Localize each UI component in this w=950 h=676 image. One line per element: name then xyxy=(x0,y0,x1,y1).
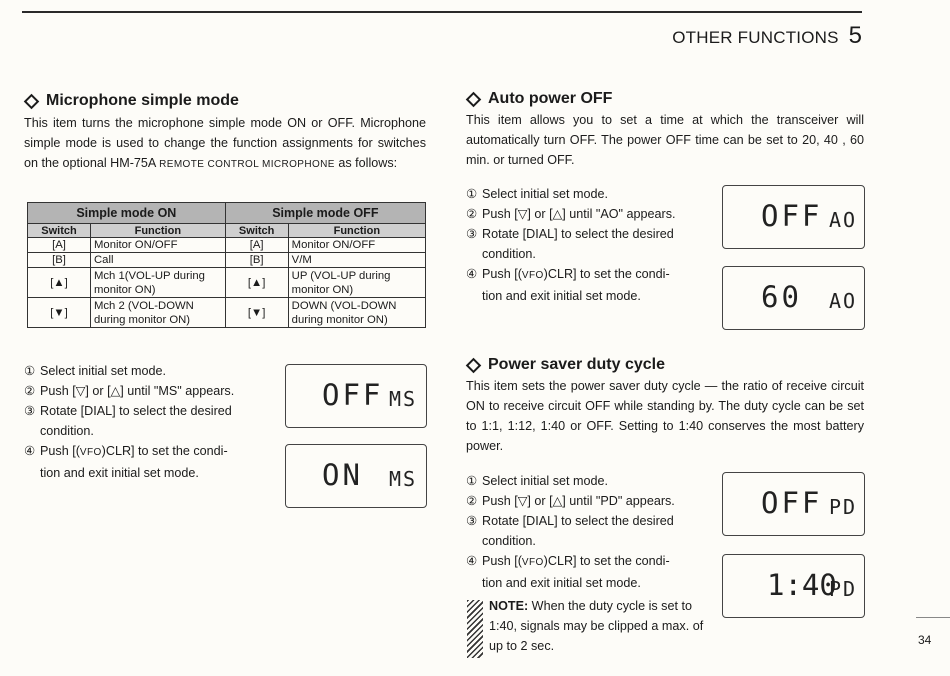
col-switch: Switch xyxy=(28,224,91,238)
auto-intro: This item allows you to set a time at which the transceiver will automatically turn OFF. The power OFF time can be set to 20, 40 , 60 min. or turned OFF. xyxy=(466,113,864,167)
col-function: Function xyxy=(91,224,226,238)
mic-heading: Microphone simple mode xyxy=(24,92,239,110)
lcd-display-auto-off: OFF AO xyxy=(722,185,865,249)
page-number-rule xyxy=(916,617,950,618)
step-1: ① Select initial set mode. xyxy=(466,474,608,488)
lcd-display-mic-off: OFF MS xyxy=(285,364,427,428)
step-2: ② Push [▽] or [△] until "MS" appears. xyxy=(24,384,235,398)
chapter-title: OTHER FUNCTIONS xyxy=(672,28,839,47)
step-4: ④ Push [(VFO)CLR] to set the condi- xyxy=(466,267,670,281)
table-group-on: Simple mode ON xyxy=(28,203,226,224)
page-header xyxy=(672,22,862,50)
note-box: NOTE: When the duty cycle is set to 1:40, signals may be clipped a max. of up to 2 sec. xyxy=(467,596,715,656)
saver-steps: ① Select initial set mode. ② Push [▽] or [△] until "PD" appears. ③ Rotate [DIAL] to select the desired condition. ④ Push [(VFO)CLR] to set the condi- tion and exit initial set mode. xyxy=(466,471,718,593)
diamond-bullet-icon xyxy=(466,91,482,107)
mic-intro: This item turns the microphone simple mode ON or OFF. Microphone simple mode is used to change the function assignments for switches on the optional HM-75A REMOTE CONTROL MICROPHONE as follows: xyxy=(24,116,426,170)
step-2: ② Push [▽] or [△] until "PD" appears. xyxy=(466,494,675,508)
diamond-bullet-icon xyxy=(466,357,482,373)
table-group-off: Simple mode OFF xyxy=(225,203,425,224)
lcd-display-saver-140: 1:40 PD xyxy=(722,554,865,618)
auto-steps: ① Select initial set mode. ② Push [▽] or [△] until "AO" appears. ③ Rotate [DIAL] to select the desired condition. ④ Push [(VFO)CLR] to set the condi- tion and exit initial set mode. xyxy=(466,184,718,306)
step-1: ① Select initial set mode. xyxy=(24,364,166,378)
auto-heading: Auto power OFF xyxy=(466,90,612,108)
step-1: ① Select initial set mode. xyxy=(466,187,608,201)
mic-steps: ① Select initial set mode. ② Push [▽] or [△] until "MS" appears. ③ Rotate [DIAL] to select the desired condition. ④ Push [(VFO)CLR] to set the condi- tion and exit initial set mode. xyxy=(24,361,284,483)
table-row: [▼] Mch 2 (VOL-DOWN during monitor ON) [▼] DOWN (VOL-DOWN during monitor ON) xyxy=(28,298,426,328)
page-number: 34 xyxy=(918,633,932,647)
step-4: ④ Push [(VFO)CLR] to set the condi- xyxy=(466,554,670,568)
lcd-display-saver-off: OFF PD xyxy=(722,472,865,536)
col-switch: Switch xyxy=(225,224,288,238)
saver-intro: This item sets the power saver duty cycle — the ratio of receive circuit ON to receive circuit OFF while standing by. The duty cycle can be set to 1:1, 1:12, 1:40 or OFF. Setting to 1:40 conserves the most battery power. xyxy=(466,379,864,453)
step-4: ④ Push [(VFO)CLR] to set the condi- xyxy=(24,444,228,458)
table-row: [A] Monitor ON/OFF [A] Monitor ON/OFF xyxy=(28,238,426,253)
lcd-display-auto-60: 60 AO xyxy=(722,266,865,330)
top-rule xyxy=(22,11,862,13)
saver-heading: Power saver duty cycle xyxy=(466,356,665,374)
lcd-display-mic-on: ON MS xyxy=(285,444,427,508)
switch-function-table xyxy=(27,202,426,328)
step-2: ② Push [▽] or [△] until "AO" appears. xyxy=(466,207,676,221)
step-3: ③ Rotate [DIAL] to select the desired xyxy=(466,227,674,241)
step-3: ③ Rotate [DIAL] to select the desired xyxy=(466,514,674,528)
note-hatch-icon xyxy=(467,600,483,658)
step-3: ③ Rotate [DIAL] to select the desired xyxy=(24,404,232,418)
chapter-number: 5 xyxy=(848,22,862,49)
diamond-bullet-icon xyxy=(24,93,40,109)
col-function: Function xyxy=(288,224,425,238)
table-row: [B] Call [B] V/M xyxy=(28,253,426,268)
table-row: [▲] Mch 1(VOL-UP during monitor ON) [▲] UP (VOL-UP during monitor ON) xyxy=(28,268,426,298)
